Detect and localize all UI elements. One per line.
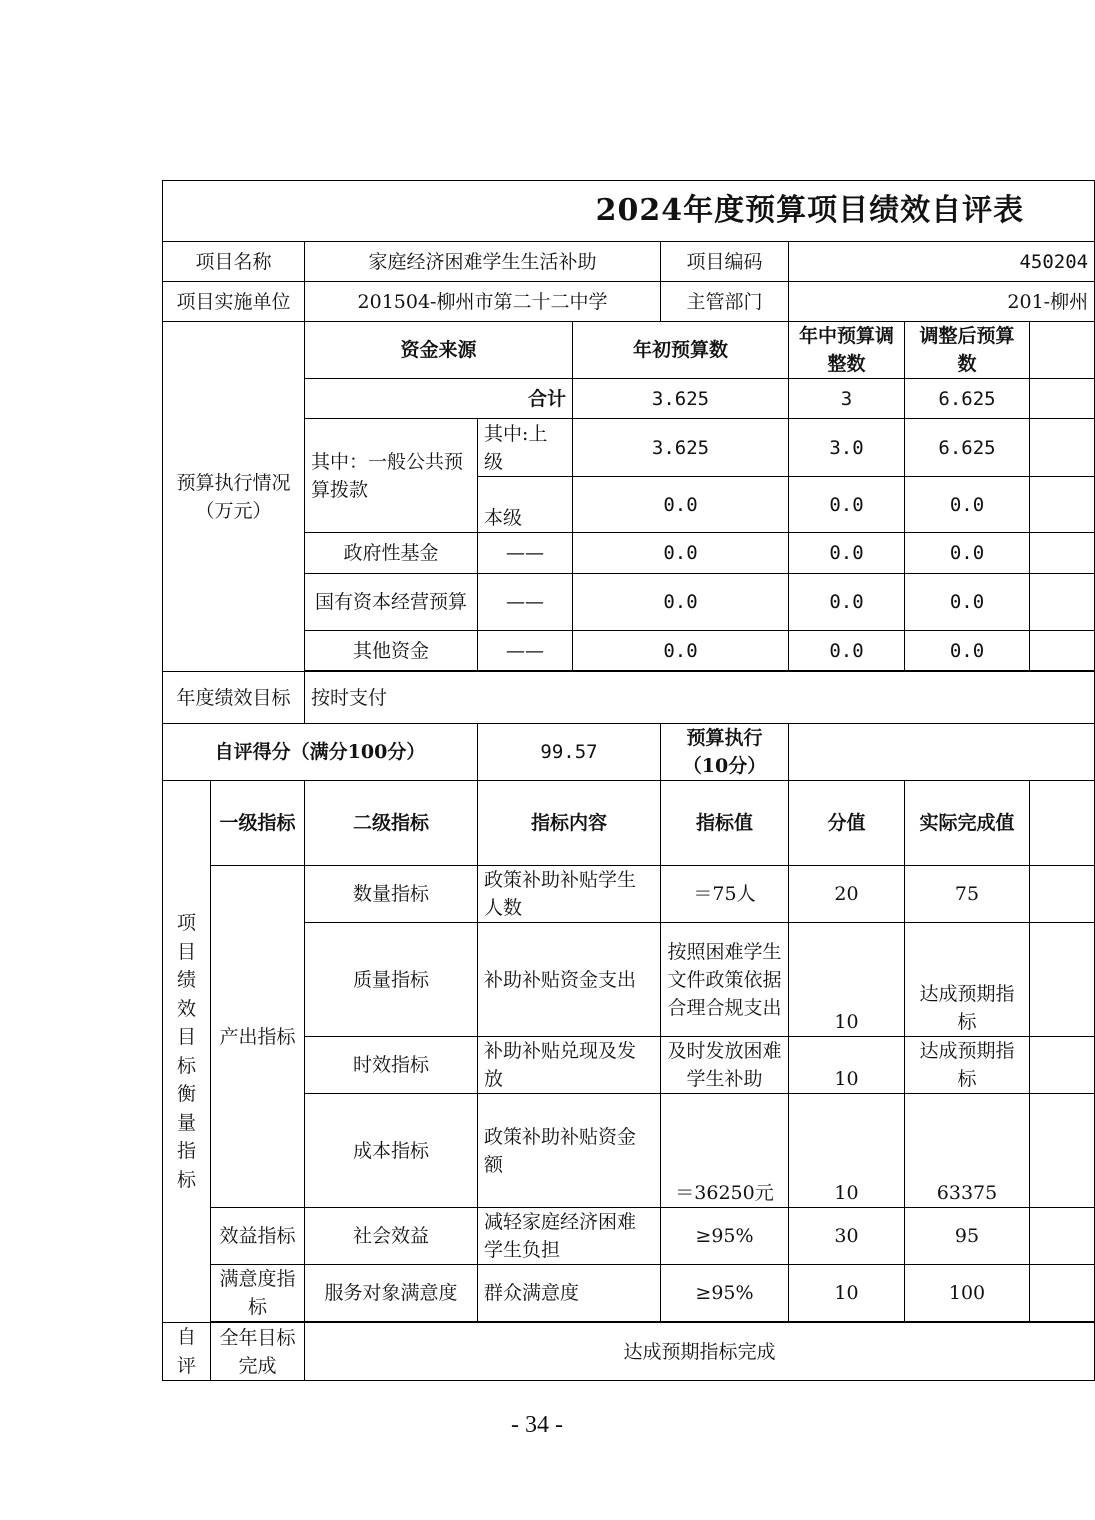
superior-label: 其中:上级 <box>478 419 573 477</box>
header-points: 分值 <box>789 781 905 866</box>
header-initial-budget: 年初预算数 <box>573 322 789 379</box>
total-initial: 3.625 <box>573 379 789 419</box>
self-score-value: 99.57 <box>478 724 661 781</box>
project-name-label: 项目名称 <box>163 242 305 282</box>
table-row-actual: 75 <box>905 866 1030 923</box>
project-unit-value: 201504-柳州市第二十二中学 <box>305 282 661 322</box>
self-eval-sub-label: 全年目标完成 <box>211 1323 305 1381</box>
table-row-actual: 达成预期指标 <box>905 923 1030 1037</box>
gov-fund-midyear: 0.0 <box>789 533 905 574</box>
header-adjusted-budget: 调整后预算数 <box>905 322 1030 379</box>
header-fund-source: 资金来源 <box>305 322 573 379</box>
self-score-label: 自评得分（满分100分） <box>163 724 478 781</box>
table-row-level2: 数量指标 <box>305 866 478 923</box>
table-row-actual: 达成预期指标 <box>905 1037 1030 1094</box>
annual-goal-value: 按时支付 <box>305 672 1095 724</box>
project-name-value: 家庭经济困难学生生活补助 <box>305 242 661 282</box>
table-row-target: 及时发放困难学生补助 <box>661 1037 789 1094</box>
performance-self-eval-table <box>162 180 1095 1381</box>
gov-fund-adjusted: 0.0 <box>905 533 1030 574</box>
header-content: 指标内容 <box>478 781 661 866</box>
satisfaction-actual: 100 <box>905 1265 1030 1322</box>
benefit-content: 减轻家庭经济困难学生负担 <box>478 1208 661 1265</box>
table-row-content: 补助补贴兑现及发放 <box>478 1037 661 1094</box>
annual-goal-label: 年度绩效目标 <box>163 672 305 724</box>
table-row-level2: 时效指标 <box>305 1037 478 1094</box>
table-row-content: 补助补贴资金支出 <box>478 923 661 1037</box>
table-row-target: ＝36250元 <box>661 1094 789 1208</box>
benefit-points: 30 <box>789 1208 905 1265</box>
budget-exec-label: 预算执行（10分） <box>661 724 789 781</box>
satisfaction-content: 群众满意度 <box>478 1265 661 1322</box>
page-number: - 34 - <box>511 1412 563 1438</box>
state-capital-adjusted: 0.0 <box>905 574 1030 631</box>
satisfaction-points: 10 <box>789 1265 905 1322</box>
table-row-points: 10 <box>789 1094 905 1208</box>
header-midyear-adjust: 年中预算调整数 <box>789 322 905 379</box>
table-row-content: 政策补助补贴资金额 <box>478 1094 661 1208</box>
header-target: 指标值 <box>661 781 789 866</box>
project-code-value: 450204 <box>789 242 1095 282</box>
gov-fund-initial: 0.0 <box>573 533 789 574</box>
self-eval-label: 自评 <box>163 1323 211 1381</box>
satisfaction-indicator-label: 满意度指标 <box>211 1265 305 1322</box>
table-row-points: 10 <box>789 1037 905 1094</box>
page-title: 2024年度预算项目绩效自评表 <box>163 181 1095 242</box>
superior-adjusted: 6.625 <box>905 419 1030 477</box>
table-row-actual: 63375 <box>905 1094 1030 1208</box>
indicator-section-label: 项目绩效目标衡量指标 <box>163 781 211 1323</box>
total-label: 合计 <box>305 379 573 419</box>
satisfaction-level2: 服务对象满意度 <box>305 1265 478 1322</box>
project-unit-label: 项目实施单位 <box>163 282 305 322</box>
superior-midyear: 3.0 <box>789 419 905 477</box>
table-row-target: 按照困难学生文件政策依据合理合规支出 <box>661 923 789 1037</box>
benefit-target: ≥95% <box>661 1208 789 1265</box>
local-initial: 0.0 <box>573 477 789 533</box>
project-code-label: 项目编码 <box>661 242 789 282</box>
state-capital-midyear: 0.0 <box>789 574 905 631</box>
state-capital-initial: 0.0 <box>573 574 789 631</box>
supervising-dept-label: 主管部门 <box>661 282 789 322</box>
gov-fund-dash: —— <box>478 533 573 574</box>
local-adjusted: 0.0 <box>905 477 1030 533</box>
benefit-level2: 社会效益 <box>305 1208 478 1265</box>
total-midyear: 3 <box>789 379 905 419</box>
table-row-content: 政策补助补贴学生人数 <box>478 866 661 923</box>
gov-fund-label: 政府性基金 <box>305 533 478 574</box>
table-row-level2: 成本指标 <box>305 1094 478 1208</box>
self-eval-value: 达成预期指标完成 <box>305 1323 1095 1381</box>
benefit-actual: 95 <box>905 1208 1030 1265</box>
state-capital-dash: —— <box>478 574 573 631</box>
header-level2: 二级指标 <box>305 781 478 866</box>
table-row-target: ＝75人 <box>661 866 789 923</box>
other-funds-label: 其他资金 <box>305 631 478 671</box>
other-funds-dash: —— <box>478 631 573 671</box>
general-budget-label: 其中：一般公共预算拨款 <box>305 419 478 533</box>
header-level1: 一级指标 <box>211 781 305 866</box>
local-label: 本级 <box>478 477 573 533</box>
supervising-dept-value: 201-柳州 <box>789 282 1095 322</box>
other-funds-midyear: 0.0 <box>789 631 905 671</box>
other-funds-adjusted: 0.0 <box>905 631 1030 671</box>
state-capital-label: 国有资本经营预算 <box>305 574 478 631</box>
total-adjusted: 6.625 <box>905 379 1030 419</box>
other-funds-initial: 0.0 <box>573 631 789 671</box>
satisfaction-target: ≥95% <box>661 1265 789 1322</box>
table-row-points: 10 <box>789 923 905 1037</box>
table-row-level2: 质量指标 <box>305 923 478 1037</box>
budget-section-label: 预算执行情况（万元） <box>163 322 305 672</box>
output-indicator-label: 产出指标 <box>211 866 305 1208</box>
local-midyear: 0.0 <box>789 477 905 533</box>
benefit-indicator-label: 效益指标 <box>211 1208 305 1265</box>
superior-initial: 3.625 <box>573 419 789 477</box>
table-row-points: 20 <box>789 866 905 923</box>
header-actual: 实际完成值 <box>905 781 1030 866</box>
